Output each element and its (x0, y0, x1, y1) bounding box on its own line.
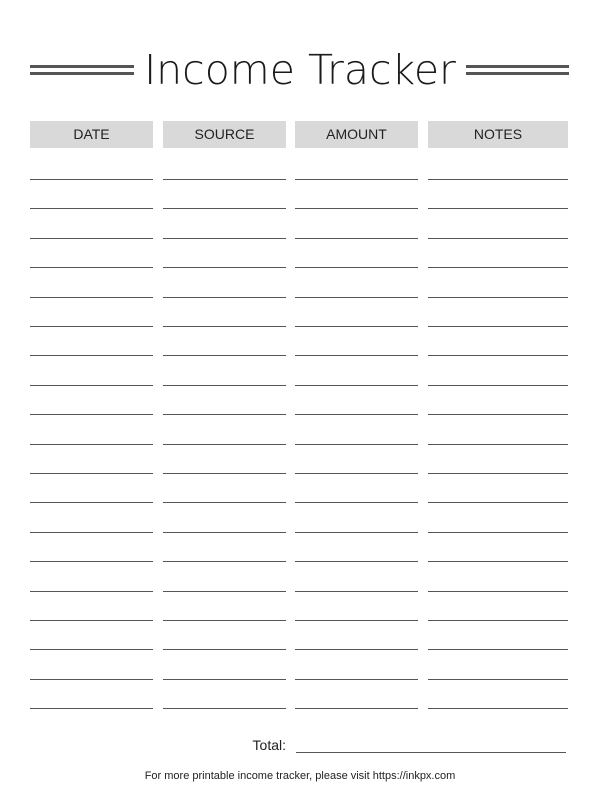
entry-line-amount[interactable] (295, 473, 418, 474)
entry-line-amount[interactable] (295, 708, 418, 709)
entry-line-notes[interactable] (428, 297, 568, 298)
entry-line-source[interactable] (163, 473, 286, 474)
page-title: Income Tracker (144, 46, 456, 94)
entry-line-notes[interactable] (428, 414, 568, 415)
title-rule-line (466, 65, 569, 68)
entry-line-source[interactable] (163, 561, 286, 562)
entry-line-amount[interactable] (295, 502, 418, 503)
entry-line-source[interactable] (163, 385, 286, 386)
title-rule-line (30, 72, 134, 75)
footer-note: For more printable income tracker, please visit https://inkpx.com (144, 770, 456, 782)
column-header-amount: AMOUNT (295, 121, 418, 148)
entry-line-amount[interactable] (295, 208, 418, 209)
entry-line-source[interactable] (163, 502, 286, 503)
entry-line-source[interactable] (163, 444, 286, 445)
entry-line-amount[interactable] (295, 561, 418, 562)
entry-line-amount[interactable] (295, 679, 418, 680)
entry-line-date[interactable] (30, 267, 153, 268)
entry-line-amount[interactable] (295, 355, 418, 356)
entry-line-notes[interactable] (428, 444, 568, 445)
entry-line-amount[interactable] (295, 267, 418, 268)
column-header-source: SOURCE (163, 121, 286, 148)
entry-line-notes[interactable] (428, 649, 568, 650)
entry-line-date[interactable] (30, 444, 153, 445)
entry-line-date[interactable] (30, 208, 153, 209)
entry-line-notes[interactable] (428, 473, 568, 474)
entry-line-amount[interactable] (295, 649, 418, 650)
entry-line-source[interactable] (163, 708, 286, 709)
total-label: Total: (252, 737, 286, 753)
entry-line-notes[interactable] (428, 708, 568, 709)
entry-line-notes[interactable] (428, 267, 568, 268)
column-header-date: DATE (30, 121, 153, 148)
entry-line-amount[interactable] (295, 179, 418, 180)
entry-line-date[interactable] (30, 179, 153, 180)
entry-line-notes[interactable] (428, 385, 568, 386)
entry-line-amount[interactable] (295, 444, 418, 445)
entry-line-source[interactable] (163, 649, 286, 650)
entry-line-date[interactable] (30, 532, 153, 533)
title-decoration-left (30, 65, 134, 75)
entry-line-source[interactable] (163, 238, 286, 239)
entry-line-date[interactable] (30, 561, 153, 562)
entry-line-notes[interactable] (428, 532, 568, 533)
entry-line-source[interactable] (163, 679, 286, 680)
entry-line-source[interactable] (163, 414, 286, 415)
entry-line-date[interactable] (30, 355, 153, 356)
entry-line-source[interactable] (163, 620, 286, 621)
entry-line-amount[interactable] (295, 385, 418, 386)
entry-line-date[interactable] (30, 679, 153, 680)
total-entry-line[interactable] (296, 752, 566, 753)
entry-line-notes[interactable] (428, 179, 568, 180)
entry-line-date[interactable] (30, 591, 153, 592)
entry-line-date[interactable] (30, 414, 153, 415)
entry-line-source[interactable] (163, 297, 286, 298)
entry-line-amount[interactable] (295, 297, 418, 298)
entry-line-source[interactable] (163, 532, 286, 533)
entry-line-notes[interactable] (428, 591, 568, 592)
entry-line-notes[interactable] (428, 326, 568, 327)
entry-line-source[interactable] (163, 267, 286, 268)
column-header-notes: NOTES (428, 121, 568, 148)
entry-line-amount[interactable] (295, 591, 418, 592)
entry-line-notes[interactable] (428, 502, 568, 503)
entry-line-source[interactable] (163, 208, 286, 209)
entry-line-date[interactable] (30, 297, 153, 298)
entry-line-source[interactable] (163, 326, 286, 327)
entry-line-notes[interactable] (428, 679, 568, 680)
entry-line-date[interactable] (30, 502, 153, 503)
entry-line-amount[interactable] (295, 414, 418, 415)
entry-line-amount[interactable] (295, 326, 418, 327)
title-decoration-right (466, 65, 569, 75)
entry-line-source[interactable] (163, 591, 286, 592)
title-rule-line (30, 65, 134, 68)
entry-line-date[interactable] (30, 326, 153, 327)
entry-line-source[interactable] (163, 179, 286, 180)
entry-line-date[interactable] (30, 620, 153, 621)
entry-line-notes[interactable] (428, 561, 568, 562)
entry-line-source[interactable] (163, 355, 286, 356)
entry-line-date[interactable] (30, 238, 153, 239)
entry-line-date[interactable] (30, 708, 153, 709)
entry-line-notes[interactable] (428, 238, 568, 239)
entry-line-notes[interactable] (428, 208, 568, 209)
entry-line-amount[interactable] (295, 238, 418, 239)
entry-line-amount[interactable] (295, 620, 418, 621)
entry-line-date[interactable] (30, 473, 153, 474)
title-row (0, 40, 600, 100)
title-rule-line (466, 72, 569, 75)
entry-line-amount[interactable] (295, 532, 418, 533)
entry-line-date[interactable] (30, 385, 153, 386)
entry-line-notes[interactable] (428, 620, 568, 621)
entry-line-date[interactable] (30, 649, 153, 650)
entry-line-notes[interactable] (428, 355, 568, 356)
